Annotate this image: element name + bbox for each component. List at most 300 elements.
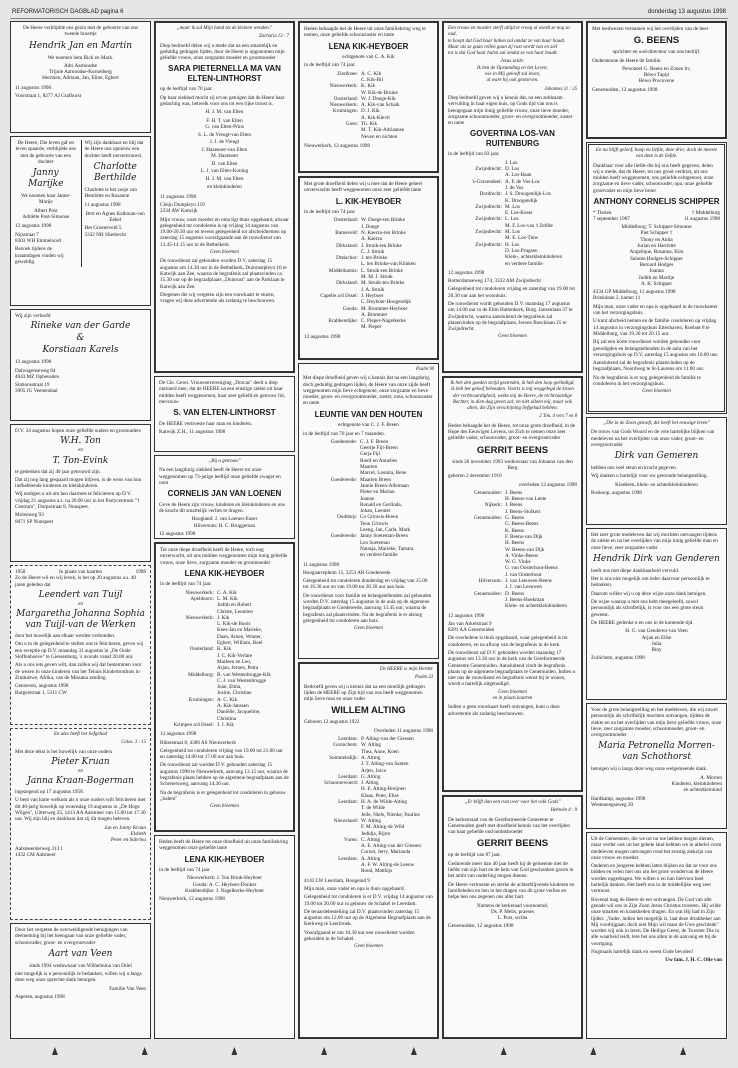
deceased-age: in de leeftijd van 74 jaar. <box>304 209 356 216</box>
registration-mark <box>52 1047 58 1055</box>
no-flowers-note: Geen bloemen <box>354 626 383 632</box>
family-place: Apeldoorn: <box>190 595 214 602</box>
announcement-text: U bent van harte welkom als u onze ouders wilt feliciteren met dit 40-jarig huwelijk op woensdag 19 augustus in „De Hoge Wilgen", Uitterweg 25, 1413 AA Aalsmeer van 15.00 tot 17.30 uur. Wij zijn blij en dankbaar dat zij dit mogen beleven. <box>15 797 146 823</box>
obituary-intro: Met diepe droefheid geven wij u kennis dat na een langdurig, doch geduldig gedragen lijden, de Heere van onze zijde heeft weggenomen mijn lieve echtgenote, onze zorgzame en lieve moeder, groot- en overgrootmoeder, zuster, oma, schoonzuster en tante <box>303 375 433 407</box>
family-member: D. Los A. Los-Baan <box>505 166 532 179</box>
announcement-address: Nijsstraat 7 8303 WH Emmeloord <box>15 231 62 244</box>
family-list <box>304 71 433 140</box>
birth-announcement <box>10 21 151 133</box>
family-signature: Uw fam. J. H. C. Olie van <box>665 957 722 964</box>
registration-mark <box>142 1047 148 1055</box>
family-member: J. Alting H. E. Alting-Breijnen Klaas, Peter, Elise <box>361 780 406 799</box>
column-2 <box>154 21 295 1039</box>
obituary-intro: Tot onze diepe droefheid heeft de Heere, toch nog onverwacht, uit ons midden weggenomen mijn innig geliefde vrouw, onze lieve, zorgzame moeder en grootmoeder <box>160 547 288 566</box>
family-place: Middelharnis: <box>328 267 358 274</box>
family-place: Dreischor: <box>336 255 358 262</box>
family-member: W. Alting F. M. Alting-de Wild Jedidja, Bijrre <box>361 817 405 837</box>
family-member: H. Los D. Los-Prugsen Klein-, achterkleinkinderen en verdere familie <box>505 241 563 267</box>
family-place: Zierikzee: <box>336 70 358 77</box>
no-flowers-note: Geen bloemen <box>210 250 239 256</box>
family-member: H. J. M. van Elten <box>205 109 244 116</box>
family-member: J. Beens H. Beens-van Lente <box>505 489 547 503</box>
obituary-text: Diegenen die wij vergeten zijn een rouwkaart te sturen, vragen wij deze advertentie als zodanig te beschouwen. <box>160 291 276 305</box>
announcement-intro: Door het vergeten de overweldigende betuigingen van deelneming bij het heengaan van onze geliefde vader, schoonvader, groot- en overgrootvader <box>15 927 128 946</box>
family-signature: Familie Van Veen <box>109 985 146 992</box>
family-member: J. Struik-ten Brinke C. J. Struik <box>361 242 402 255</box>
announcement-text: ingezegend op 17 augustus 1958. <box>15 789 85 796</box>
family-place: Oosterland: <box>333 95 358 102</box>
obituary-text: Gelegenheid tot condoleren is er D.V. vrijdag 14 augustus van 19.00 tot 20.00 uur in gebouw de Schakel te Leerdam. <box>304 894 433 907</box>
announcement-text: Om u in de gelegenheid te stellen ons te feliciteren, geven wij een receptie op D.V. maandag 31 augustus in „De Oude Stoffenhoeve" te Giessenburg, 's avonds vanaf 20.00 uur. <box>15 641 144 661</box>
wife-name: Margaretha Johanna Sophia van Tuijl-van de Werken <box>16 609 145 631</box>
family-names: Adri Aarnoudse Trijnie Aarnoudse-Kornelberg Hermien, Adriaan, Jan, Eline, Egbert <box>42 62 119 82</box>
family-place: Zwijndrecht: <box>475 229 502 236</box>
conjunction: en <box>78 767 83 774</box>
scripture-reference: 2 Tim. 4 vers 7 en 8 <box>539 414 577 420</box>
page-header <box>10 5 728 19</box>
registration-mark <box>321 1047 327 1055</box>
deceased-spouse: echtgenote van C. J. F. Breen <box>338 422 399 429</box>
obituary-text: De Heere vertroeste en sterke de achterblijvende kinderen en familieleden en hen in het dragen van dit grote verlies en helpe hen ons zegenen ons aller hart. <box>448 881 575 901</box>
announcement-intro: Met deze tekst is het huwelijk van onze ouders <box>15 748 113 755</box>
family-place: Hilversum: <box>478 578 502 585</box>
obituary-address: Ribsestraat 8, 4306 AS Nieuwerkerk <box>160 739 236 746</box>
family-member: A. F. de Vos-Los J. de Vos <box>505 178 540 191</box>
registration-mark <box>411 1047 417 1055</box>
family-place: 's-Gravendeel: <box>471 178 502 185</box>
family-member: H. J. M. van Elten <box>205 176 244 183</box>
family-member: J. Beens J. Beens-Stolkert <box>505 502 541 515</box>
obituary-intro: Heden behaagde het de Heere uit onze familiekring weg te nemen, onze geliefde schoonzuster en tante <box>304 26 426 39</box>
family-place: Zwijndrecht: <box>475 203 502 210</box>
family-place: Krabbendijke: <box>328 318 358 325</box>
scripture-quote: „Er blijft dan een rust over voor het volk Gods" <box>464 800 561 805</box>
thanks-text: hebben ons veel steun en kracht gegeven. <box>591 465 677 472</box>
deceased-name: WILLEM ALTING <box>331 705 406 717</box>
family-place: Middelburg: <box>188 671 214 678</box>
obituary-text: De HEERE vertroeste haar man en kinderen. <box>159 420 253 427</box>
wife-name: Janna Kraan-Bogerman <box>27 776 134 787</box>
family-member: A. Alting J. T. Alting-van Santen Arjen, Jarco <box>361 754 409 774</box>
obituary-intro: Dankbaar voor alle liefde die hij ons heeft gegeven, delen wij u mede, dat de Heere, tot ons groot verdriet, uit ons midden heeft weggenomen, ons geliefde echtgenoot, onze zorgzame en lieve vader, schoonvader, opa, onze geliefde grootvader en mijn lieve broer <box>593 162 714 194</box>
scripture-quote: En nu blijft geloof, hoop en liefde, deze drie; doch de meeste van deze is de liefde. <box>595 148 718 160</box>
deceased-age: in de leeftijd van 74 jaar. <box>159 867 211 874</box>
obituary-text: Bij zal een korte rouwdienst worden gehouden voor genodigden en belangstellenden in de aula van het verzorgingshuis op D.V. zaterdag 15 augustus om 10.00 uur. <box>593 339 719 358</box>
family-member: K. Kik J. C. Kik-Verlare Marleen en Leo, Arjan, Jeroen, Petra <box>217 646 259 672</box>
deceased-name: Maria Petronella Morren-van Schothorst <box>598 741 715 763</box>
family-signature: A. Morren Kinderen, kleinkinderen en achterkleinkind <box>671 774 722 794</box>
obituary-address: Cleijn Duinpleyn 119 2234 AW Katwijk <box>160 201 205 215</box>
family-member: H. A. de Wilde-Alting T. de Wilde Jelle, Niels, Nienke, Pauline <box>361 799 420 818</box>
family-member: Co Grinwis-Breen Teun Grinwis Leeng, Jan, Carla, Mark <box>360 514 411 534</box>
family-member: D. J. Kik A. Kik-Kievit <box>361 108 390 121</box>
scripture-reference: Psalm 90 <box>416 367 434 372</box>
family-member: G. Beens G. Beens-Beens K. Beens F. Beens-van Dijk H. Beens W. Beens-van Dijk A. Vinke-Beens W. G. Vinke G. van Oosterhout-Beens J. van Oosterhout <box>505 515 558 578</box>
family-member: en kleinkinderen <box>207 184 242 191</box>
family-signature: H. G. van Genderen-van Veen Arjan en Elise Julia Biny <box>625 628 688 654</box>
obituary-date: Nieuwerkerk, 12 augustus 1998 <box>159 896 225 903</box>
year-start: 1958 <box>15 569 26 575</box>
obituary <box>154 542 295 832</box>
family-member: P. Alting-van der Giessen <box>361 736 414 743</box>
obituary <box>154 455 295 539</box>
family-list: Middelburg: T. Schipper-Simonse Piet Schipper † Thony en Anita Jurian en Harriette Angelique, Rosanna, Kim Salome Hodges-Schipper Bernard Hodges Joanna Judith en Martijn A. K. Schipper <box>621 224 692 287</box>
obituary <box>586 142 727 414</box>
obituary-date: 12 augustus 1998 <box>448 269 485 276</box>
death-date: overleden 12 augustus 1998 <box>518 481 577 488</box>
obituary-intro: Bedroefd geven wij u kennis dat na een moeilijk gedragen lijden de HEERE op Zijn tijd van ons heeft weggenomen mijn lieve man en onze vader <box>304 683 425 703</box>
family-place: Leerdam: <box>338 773 358 780</box>
announcement-text: Wij nodigen u uit om hen daarmee te feliciteren op D.V. vrijdag 21 augustus a.s. na 20.00 uur in het Partycentrum "'t Centrum", Dorpsstraat 8, Nunspeet. <box>15 491 140 511</box>
scripture-quote: Jezus zeide: Ik ben de Opstanding en het Leven; wie in Mij gelooft zal leven, al ware hij ook gestorven. <box>476 59 549 84</box>
obituary <box>298 176 439 360</box>
obituary-address: Jan van Arkelstraat 9 8281 AA Genemuiden <box>448 620 495 634</box>
announcement-text: Als u ons iets geven wilt, dan zullen wij dat bestemmen voor de wezen in onze kinderen van het Tehuis Kinderbrothuis in Zimbabwe, Afrika, van de Missana zending. <box>15 662 142 681</box>
announcement-note: Bezoek tijdens de kraamdagen vinden wij geweldig. <box>15 246 64 265</box>
thanks-text: betuigen wij u langs deze weg onze welgemeende dank. <box>591 766 708 773</box>
column-3 <box>298 21 439 1039</box>
obituary-address: 4143 LW Leerdam, Hoogeind 9 <box>304 877 370 884</box>
deceased-age: in de leeftijd van 74 jaar. <box>304 62 356 69</box>
husband-name: W.H. Ton <box>60 436 101 447</box>
fiancee-name: Korstiaan Karels <box>42 345 119 356</box>
obituary-text: Na de begrafenis is er gelegenheid tot condoleren in gebouw „Salem" <box>160 789 286 802</box>
thanks-intro: De trouw van Gods Woord en de vele hartelijke blijken van medeleven na het overlijden van onze vader, groot- en overgrootvader <box>591 429 715 448</box>
family-place: Goedereede: <box>330 438 357 445</box>
obituary <box>586 21 727 139</box>
announcement-address: Aalsmeerderweg 213 I 1432 CM Aalsmeer <box>15 845 63 858</box>
location-label: In plaats van kaarten <box>58 569 103 575</box>
deceased-name: Hendrik Dirk van Genderen <box>593 553 720 564</box>
deceased-name: ANTHONY CORNELIS SCHIPPER <box>593 197 720 207</box>
death-info: † Middelburg 11 augustus 1998 <box>683 209 720 222</box>
family-place: Leerdam: <box>338 855 358 862</box>
obituary-text: Indien u geen rouwkaart heeft ontvangen, kunt u deze advertentie als zodanig beschouwen. <box>448 704 560 717</box>
announcement-intro: Wij zijn verloofd <box>15 313 51 319</box>
deceased-name: S. VAN ELTEN-LINTHORST <box>173 408 276 418</box>
announcement-address: Dalwagenseweg 84 4043 MZ Opheusden <box>15 367 60 380</box>
thanks-text: De HEERE gedenke u en ons in de komende tijd. <box>591 619 694 626</box>
no-flowers-note: Geen bloemen <box>642 389 671 395</box>
obituary-text: Op haar ziekbed mocht zij ervan getuigen dat de Heere haar gedachtig was, hetwelk voor ons tot een rijke troost is. <box>160 94 285 108</box>
obituary-intro: Met leedwezen vernamen wij het overlijden van de heer <box>592 26 709 32</box>
family-place: Capelle a/d IJssel: <box>320 292 358 299</box>
death-date: Overleden 11 augustus 1998 <box>373 727 433 734</box>
announcement-text: We noemen hem Rick en Mark. <box>47 54 114 61</box>
family-member: W. Doege-ten Brinke J. Doege <box>361 217 406 230</box>
obituary-intro: Diep bedroefd geven wij u kennis dat, na een zeldzaam vervulling in haar eigen huis, op Gods tijd van ons is heengegaan mijn innig geliefde vrouw, onze lieve moeder, zorgzame schoonmoeder, groot- en overgrootmoeder, zuster en tante <box>448 94 573 127</box>
family-place: Zwijndrecht: <box>475 216 502 223</box>
parents-names: Albert Post Adriëtte Post-Simonse <box>22 207 70 221</box>
obituary-text: De rouwdienst zal gehouden worden D.V. zaterdag 15 augustus om 14.30 uur in de Bethelkerk, Duinrustpleyn 10 te Katwijk aan Zee, waarna de begrafenis zal plaatsvinden ca. 15.30 uur op de begraafplaats „Duinrust" aan de Parklaan te Katwijk aan Zee. <box>160 258 287 290</box>
announcement-address: Het Groeneveld 5 3332 NH Sliedrecht <box>84 225 126 238</box>
child-name: Hendrik Jan en Martin <box>28 40 133 51</box>
family-member: L. Los M. F. Los-van 't Zelfde <box>505 216 553 229</box>
no-flowers-note: Geen bloemen <box>210 804 239 810</box>
scripture-reference: Hebreën 4 : 9 <box>550 808 577 814</box>
no-flowers-note: Geen bloemen <box>498 334 527 340</box>
thanks-intro: Voor de grote belangstelling en het medeleven, die wij zowel persoonlijk als schriftelijk mochten ontvangen, tijdens de ziekte en na het overlijden van mijn lieve geliefde vrouw, onze lieve, zeer zorgzame moeder, schoonmoeder, groot- en overgrootmoeder <box>591 707 722 739</box>
family-member: J. Heyboer C. Heyboer-Hoogendijk <box>361 292 412 306</box>
family-place: Leerdam: <box>338 736 358 743</box>
family-member: A. C. Kik A. Kik-Janssen Daniëlle, Jacqueline, Christina <box>217 696 261 722</box>
obituary-date: Nieuwerkerk, 12 augustus 1998 <box>304 142 370 149</box>
scripture-quote: „Bij u getrouw" <box>208 459 241 464</box>
family-member: J. S. Droogendijk-Los K. Droogendijk <box>505 191 551 204</box>
family-place: Genemuiden: <box>474 590 502 597</box>
family-list <box>448 160 577 267</box>
thanks-text: Het is ons niet mogelijk om ieder daarvoor persoonlijk te bedanken. <box>591 576 710 589</box>
husband-name: Leendert van Tuijl <box>38 589 123 600</box>
thanks-text: Bovenal mag de Heere de eer ontvangen. De God van alle genade wil ons in Zijn Zoon Jezus Christus troosten. Hij wilde onze smarten en krankheden dragen. En wat Hij had in Zijn lijden: „Vader, indien het mogelijk is, laat deze drinkbeker aan Mij voorbijgaan; doch niet Mijn wil maar de Uwe geschiede" worden wij ook in leren. De Heilige Geest, de Trooster Die in alle waarheid leidt, lere het ons allen in de aanvang en bij de voortgang. <box>591 896 721 947</box>
family-member: L. Struik-ten Brinke M. M. J. Struik <box>361 267 403 281</box>
family-member: M. Los M. E. Los-Tims <box>505 229 538 242</box>
obituary-text: De overledene is thuis opgebaard, waar gelegenheid is tot condoleren, en na afloop van de begrafenis in de kerk. <box>448 635 568 648</box>
family-place: Goes: <box>345 121 358 128</box>
child-name: Janny Marijke <box>28 168 64 190</box>
thanks-intro: Het zeer grote medeleven dat wij mochten ontvangen tijdens de ziekte en na het overlijden van mijn innig geliefde man en onze lieve, zeer zorgzame vader <box>591 532 718 551</box>
thanks-text: Nogmaals hartelijk dank en weest Gode bevolen! <box>591 949 694 956</box>
obituary-date: 12 augustus 1998 <box>304 333 341 340</box>
birth-date: geboren 2 december 1910 <box>448 473 502 480</box>
deceased-name: G. BEENS <box>633 35 680 47</box>
family-member: M. Struik-ten Brinke J. A. Struik <box>361 280 405 293</box>
obituary <box>154 835 295 1039</box>
family-place: Goedereede: <box>330 533 357 540</box>
announcement-text: Charlotte is het zusje van Henriëtte en Rosanne <box>84 186 137 200</box>
obituary-text: De teraardebestelling zal D.V. plaatsvinden zaterdag 15 augustus om 12.00 uur op de Algemene Begraafplaats aan de Kerkweg te Leerbroek. <box>304 908 431 928</box>
deceased-name: GERRIT BEENS <box>476 444 549 456</box>
obituary-date: 11 augustus 1998 <box>160 193 197 200</box>
family-list <box>448 490 577 610</box>
column-1 <box>10 21 151 1039</box>
family-place: Kruiningen: <box>188 696 214 703</box>
obituary-text: Aansluitend zal de begrafenis plaatsvinden op de begraafplaats, Noordweg te St-Laurens om 11.00 uur. <box>593 360 705 373</box>
thanks-text: Uit de Gemeenten, die we tot nu toe hebben mogen dienen, maar verder ook uit het gehele land hebben we in allerlei vorm medeleven mogen ontvangen rond het ernstig ziekzijn van onze vrouw en moeder. <box>591 836 722 861</box>
obituary-text: U kunt afscheid nemen en de familie condoleren op vrijdag 14 augustus in verzorgingshuis Ettenhaven, Roelant 8 te Middelburg, van 19.30 tot 20.15 uur. <box>593 318 717 337</box>
family-member: A. Alting A. F. W. Alting-de Leeuw Roud, Matthijs <box>361 855 415 875</box>
obituary <box>442 795 583 1039</box>
deceased-name: CORNELIS JAN VAN LOENEN <box>167 489 282 499</box>
family-place: Sommelsdijk: <box>329 754 358 761</box>
announcement-text: sinds 1994 weduwnaar van Wilhelmina van Driel <box>29 962 132 969</box>
scripture-quote: Ik heb den goeden strijd gestreden, ik heb den loop geëindigd, ik heb het geloof behouden. Voorts is mij weggelegd de kroon der rechtvaardigheid, welke mij de Heere, de rechtvaardige Rechter, in dien dag geven zal; en niet alleen mij, maar ook allen, die Zijn verschijning liefgehad hebben. <box>450 381 575 412</box>
family-member: J. Hazenoet-van Elten M. Hazenoet <box>201 146 248 160</box>
family-place: Gorinchem: <box>333 742 358 749</box>
announcement-text: door het huwelijk aan elkaar werden verbonden. <box>15 633 116 640</box>
obituary-text: Voorafgaand er om 10.30 uur een rouwdienst worden gehouden in de Schakel. <box>304 929 415 942</box>
family-member: J. Los <box>505 159 518 166</box>
family-list <box>304 217 433 330</box>
family-place: Kruiningen: <box>332 108 358 115</box>
anniversary-announcement <box>10 728 151 920</box>
obituary-text: Gelegenheid tot condoleren vrijdag van 19.00 tot 21.00 uur en zaterdag 14.00 tot 17.00 uur aan huis. <box>160 747 284 761</box>
company-signature: Personeel G. Beens en Zonen bv, Béwo Tapijt Béwo Procovene <box>622 65 691 85</box>
obituary-text: Gelegenheid tot condoleren donderdag en vrijdag van 15.00 tot 16.30 uur en van 19.00 tot 20.30 uur aan huis. <box>303 578 428 591</box>
obituary <box>442 21 583 373</box>
obituary-intro: Heden heeft de Heere tot onze droefheid uit onze familiekring weggenomen onze geliefde tante <box>159 839 288 852</box>
deceased-name: Aart van Veen <box>48 948 113 959</box>
family-member: Th. Kik M. T. Kik-Adriaanse Neven en nichten <box>361 121 405 140</box>
deceased-age: in de leeftijd van 74 jaar. <box>160 581 212 588</box>
family-place: Krimpen a/d IJssel: <box>173 721 214 728</box>
obituary-address: Hoogaarrepleim 15, 3253 AR Goedereede <box>303 569 391 576</box>
family-member: D. van Elten L. J. van Elten-Koning <box>200 161 249 174</box>
deceased-name: GOVERTINA LOS-VAN RUITENBURG <box>470 129 555 148</box>
obituary-intro: De kerkenraad van de Gereformeerde Gemeente te Genemuiden geeft met droefheid kennis van het overlijden van haar geliefde oud-ambtsbroeder <box>448 816 571 836</box>
obituary-text: Gove de Heere zijn vrouw, kinderen en kleinkinderen en ons de kracht dit smartelijk verlies te dragen. <box>159 501 285 514</box>
family-member: J. Kik L. Kik-de Boois Kees-Jan en Marieke, Daan, Arnen, Wouter, Egbert, William, Roel <box>217 614 263 647</box>
obituary-text: De rouwdienst zal worden D.V. gehouden zaterdag 15 augustus 1998 te Nieuwerkerk, aanvang 13.15 uur, waarna de begrafenis plaats hebben op de algemene begraafplaats aan de Schreiersweg, aanvang 14.30 uur. <box>160 762 289 788</box>
family-member: S. L. de Vreugt-van Elten J. J. de Vreugt <box>198 132 251 145</box>
fiance-name: Rineke van der Garde <box>30 321 131 332</box>
scripture-quote: „Die in de Zoon gelooft, die heeft het eeuwige leven" <box>603 421 710 426</box>
ampersand: & <box>76 333 85 344</box>
obituary-intro: Met grote droefheid delen wij u mee dat de Heere geheel onverwachts heeft weggenomen onze zeer geliefde tante <box>304 181 423 194</box>
obituary-text: De rouwdienst zal D.V. gehouden worden maandag 17 augustus om 13.30 uur in de kerk van de Gereformeerde Gemeente Genemuiden. Aansluitend vindt de begrafenis plaats op de algemene begraafplaats te Genemuiden. Indien u niet ons de rouwdienst en begrafenis wenst bij te wonen, wordt u hartelijk uitgenodigd. <box>448 649 576 688</box>
obituary-text: De rouwdienst wordt gehouden D.V. maandag 17 augustus om 14.00 uur in de Elim Hattenkerk, Burg. Jansenlaan 37 te Zwijndrecht, waarna aansluitend de begrafenis zal plaatsvinden op de begraafplaats, Jeroen Boschlaan 25 te Zwijndrecht. <box>448 300 573 333</box>
deceased-name: GERRIT BEENS <box>476 838 549 850</box>
birth-date: Geboren 12 augustus 1922 <box>304 719 360 726</box>
family-place: Nieuwland: <box>333 817 358 824</box>
obituary <box>298 21 439 173</box>
scripture-reference: Zacharia 13 : 7 <box>259 34 289 40</box>
obituary-text: Na de begrafenis is er nog gelegenheid de familie te condoleren in het verzorgingshuis. <box>593 374 701 387</box>
announcement-date: 11 augustus 1998 <box>84 202 121 209</box>
no-flowers-note: Geen bloemen en in plaats kaarten <box>492 689 533 702</box>
thanks-announcement <box>586 417 727 525</box>
column-4 <box>442 21 583 1039</box>
obituary-address: 4334 GP Middelburg, 11 augustus 1998 Brinkdaan 2, kamer 11 <box>593 289 676 302</box>
family-place: Dordrecht: <box>479 191 502 198</box>
family-place: Dirksland: <box>336 280 358 287</box>
announcement-text: We noemen haar Janne-Marije <box>20 193 71 206</box>
family-member: L. M. Kik Judith en Robert Christe, Leontien <box>217 595 254 615</box>
family-place: Oosterland: <box>333 217 358 224</box>
obituary-intro: Na een langdurig ziekbed heeft de Heere tot onze weggenomen op 73-jarige leeftijd onze geliefde zwager en oom <box>159 467 281 486</box>
family-member: B. van Westenbrugge-Kik C. J. van Westenbrugge Joan, Elma, Josine, Christian <box>217 671 271 697</box>
family-place: Nieuwerkerk: <box>185 614 214 621</box>
wife-name: T. Ton-Evink <box>52 455 109 466</box>
family-list <box>160 590 289 729</box>
thanks-text: Wij danken u hartelijk voor uw getoonde belangstelling. <box>591 473 708 480</box>
birth-info: * Tholen 7 september 1907 <box>593 209 630 222</box>
family-place: Dirksland: <box>336 242 358 249</box>
engagement-announcement <box>10 309 151 421</box>
thanks-text: Onderen en jongeren hebben laten blijken en dat ze voor ons bidden en velen met ons om het grote wondervan de Heere worden opgedragen. We willen u en hun hiervoor heel hartelijk danken. Het heeft ons in de middellijke weg zeer vertroost. <box>591 863 717 895</box>
family-place: Vuren: <box>343 836 358 843</box>
thanks-announcement <box>586 703 727 829</box>
obituary-date: 12 augustus 1998 <box>160 731 197 738</box>
family-member: C. Alting A. E. Alting-van der Giessen Cornel, Jerry, Marianda <box>361 836 421 856</box>
thanks-text: De wijze waarop u met ons hebt meegeleefd, zowel persoonlijk als schriftelijk, is voor ons een grote steun geweest. <box>591 599 704 618</box>
birth-announcement-pair <box>10 136 151 306</box>
family-member: Maarten Breen Jannie Breen-Allemaan Pieter en Marian Joanne Ronald en Gerlinda, Johan, Leenter <box>360 476 409 515</box>
registration-mark <box>590 1047 596 1055</box>
thanks-date: Zuilichem, augustus 1998 <box>591 655 645 662</box>
obituary <box>298 662 439 1039</box>
announcement-date: Asperen, augustus 1998 <box>15 994 65 1001</box>
family-member: Janny Soeteman-Breen Leo Soeteman Natasja, Marieke, Tamara en verdere familie <box>360 533 414 559</box>
family-member: J. ten Brinke L. ten Brinke-van Klinken <box>361 255 416 268</box>
deceased-spouse: echtgenote van C. A. Kik <box>342 54 395 61</box>
scripture-reference: Psalm 23 <box>415 675 433 681</box>
deceased-age: in de leeftijd van 83 jaar. <box>448 151 500 158</box>
obituary-intro: Heden behaagde het de Heere, tot onze grote droefheid, in de Hope des Eeuwigen Levens, tot Zich te nemen onze zeer geliefde vader, schoonvader, groot- en overgrootvader <box>448 422 576 442</box>
deceased-name: LENA KIK-HEYBOER <box>184 568 265 578</box>
anniversary-announcement <box>10 424 151 562</box>
announcement-text: niet mogelijk is u persoonlijk te bedanken, willen wij u langs deze weg onze oprechte dank betuigen. <box>15 971 142 984</box>
announcement-text: te gedenken dat zij 40 jaar getrouwd zijn. <box>15 468 101 475</box>
scripture-reference: Johannes 11 : 25 <box>544 86 577 92</box>
family-member: F. H. T. van Elten G. van Elten-Prins <box>205 117 244 130</box>
announcement-address: Genoeven, augustus 1998 Burgerstraat 1, 5311 CW <box>15 683 69 696</box>
family-place: Barneveld: <box>335 229 358 236</box>
family-member: M. Los E. Los-Kuser <box>505 203 533 217</box>
thanks-text: Daarom willen wij u op deze wijze onze dank betuigen. <box>591 590 707 597</box>
family-list <box>160 109 289 190</box>
family-member: C. A. Kik <box>217 589 237 596</box>
family-place: Zwijndrecht: <box>475 241 502 248</box>
obituary-intro: Diep bedroefd delen wij u mede dat na een smartelijk en geduldig gedragen lijden, door de Heere is opgenomen mijn geliefde vrouw, onze zorgzame moeder en grootmoeder <box>160 42 285 62</box>
family-member: C. J. F. Breen Geertje Fijl-Breen Gerja Fijl Roelf en Annelies Maarten Marcel, Leonita, Rene <box>360 438 407 477</box>
deceased-name: SARA PIETERNELLA MA VAN ELTEN-LINTHORST <box>168 64 281 83</box>
deceased-age: in de leeftijd van 70 jaar en 7 maanden. <box>303 430 385 437</box>
obituary-address: Rotterdamseweg 174, 3332 AM Zwijndrecht <box>448 278 541 285</box>
announcement-text: Dat zij nog lang gespaard mogen blijven, is de wens van hun liefhebbende kinderen en kleinkinderen. <box>15 476 142 490</box>
obituary-text: Ondersteune de Heere de familie. <box>592 57 662 64</box>
obituary-date: Genemuiden, 12 augustus 1998 <box>448 923 514 930</box>
obituary-text: Mijn man, onze vader en opa is thuis opgebaard. <box>304 885 405 892</box>
thanks-date: Boskoop, augustus 1998 <box>591 490 642 497</box>
announcement-intro: De Heere, Die leven gaf en leven spaarde, verblijdde ons met de geboorte van een dochter <box>15 140 76 165</box>
family-member: A. C. Kik C. Kik-Bil <box>361 70 383 83</box>
family-member: M. Brommer-Heyboer A. Brommer <box>361 305 408 318</box>
family-place: Schoonrewoerd: <box>324 780 358 787</box>
publication-name: REFORMATORISCH DAGBLAD pagina 6 <box>12 8 124 15</box>
family-member: J. J. Kik <box>217 721 235 728</box>
registration-mark <box>501 1047 507 1055</box>
obituary-date: Katwijk Z.H., 11 augustus 1998 <box>159 428 226 435</box>
thanks-announcement <box>586 528 727 700</box>
thanks-date: Hardkamp, augustus 1998 Westenengseweg 20 <box>591 795 646 808</box>
scripture-quote: En alzo heeft het liefgehad <box>53 732 108 737</box>
thanks-announcement <box>10 923 151 1039</box>
conjunction: en <box>78 600 83 607</box>
deceased-name: Dirk van Gemeren <box>614 451 699 462</box>
family-list <box>304 736 433 875</box>
announcement-date: 13 augustus 1998 <box>15 359 52 366</box>
family-member: A. Kik-van Schaik <box>361 102 400 109</box>
deceased-role: oprichter en oud-directeur van ons bedrijf. <box>612 49 701 56</box>
scripture-quote: „maar ik zal Mijn hand tot de kleinen wenden." <box>176 26 273 31</box>
family-member: W. Alting Thea, Anne, Koen <box>361 742 399 755</box>
obituary-date: 12 augustus 1998 <box>448 612 485 619</box>
announcement-intro: Wij zijn dankbaar en blij dat de Heere ons opnieuw een dochter heeft toevertrouwd. <box>84 140 144 159</box>
deceased-age: op de leeftijd van 70 jaar. <box>160 86 213 93</box>
announcement-intro: Zo de Heere wil en wij leven, is het op 20 augustus a.s. 40 jaren geleden dat <box>15 575 137 588</box>
deceased-name: LENA KIK-HEYBOER <box>328 41 409 51</box>
family-place: Leerdam: <box>338 799 358 806</box>
family-signature: Kinderen, klein- en achterkleinkinderen <box>615 481 698 488</box>
family-place: Nieuwerkerk: <box>329 83 358 90</box>
family-place: Gouda: <box>342 305 358 312</box>
family-place: Ouddorp: <box>337 514 357 521</box>
child-name: Charlotte Berthilde <box>93 161 137 183</box>
obituary-text: Gedurende meer dan 40 jaar heeft hij de gemeente met de liefde van zijn hart en de hem van God geschonken gaven in het ambt van ouderling mogen dienen. <box>448 860 574 880</box>
thanks-text: heeft ons met diepe dankbaarheid vervuld. <box>591 567 680 574</box>
family-place: Genemuiden: <box>474 489 502 496</box>
